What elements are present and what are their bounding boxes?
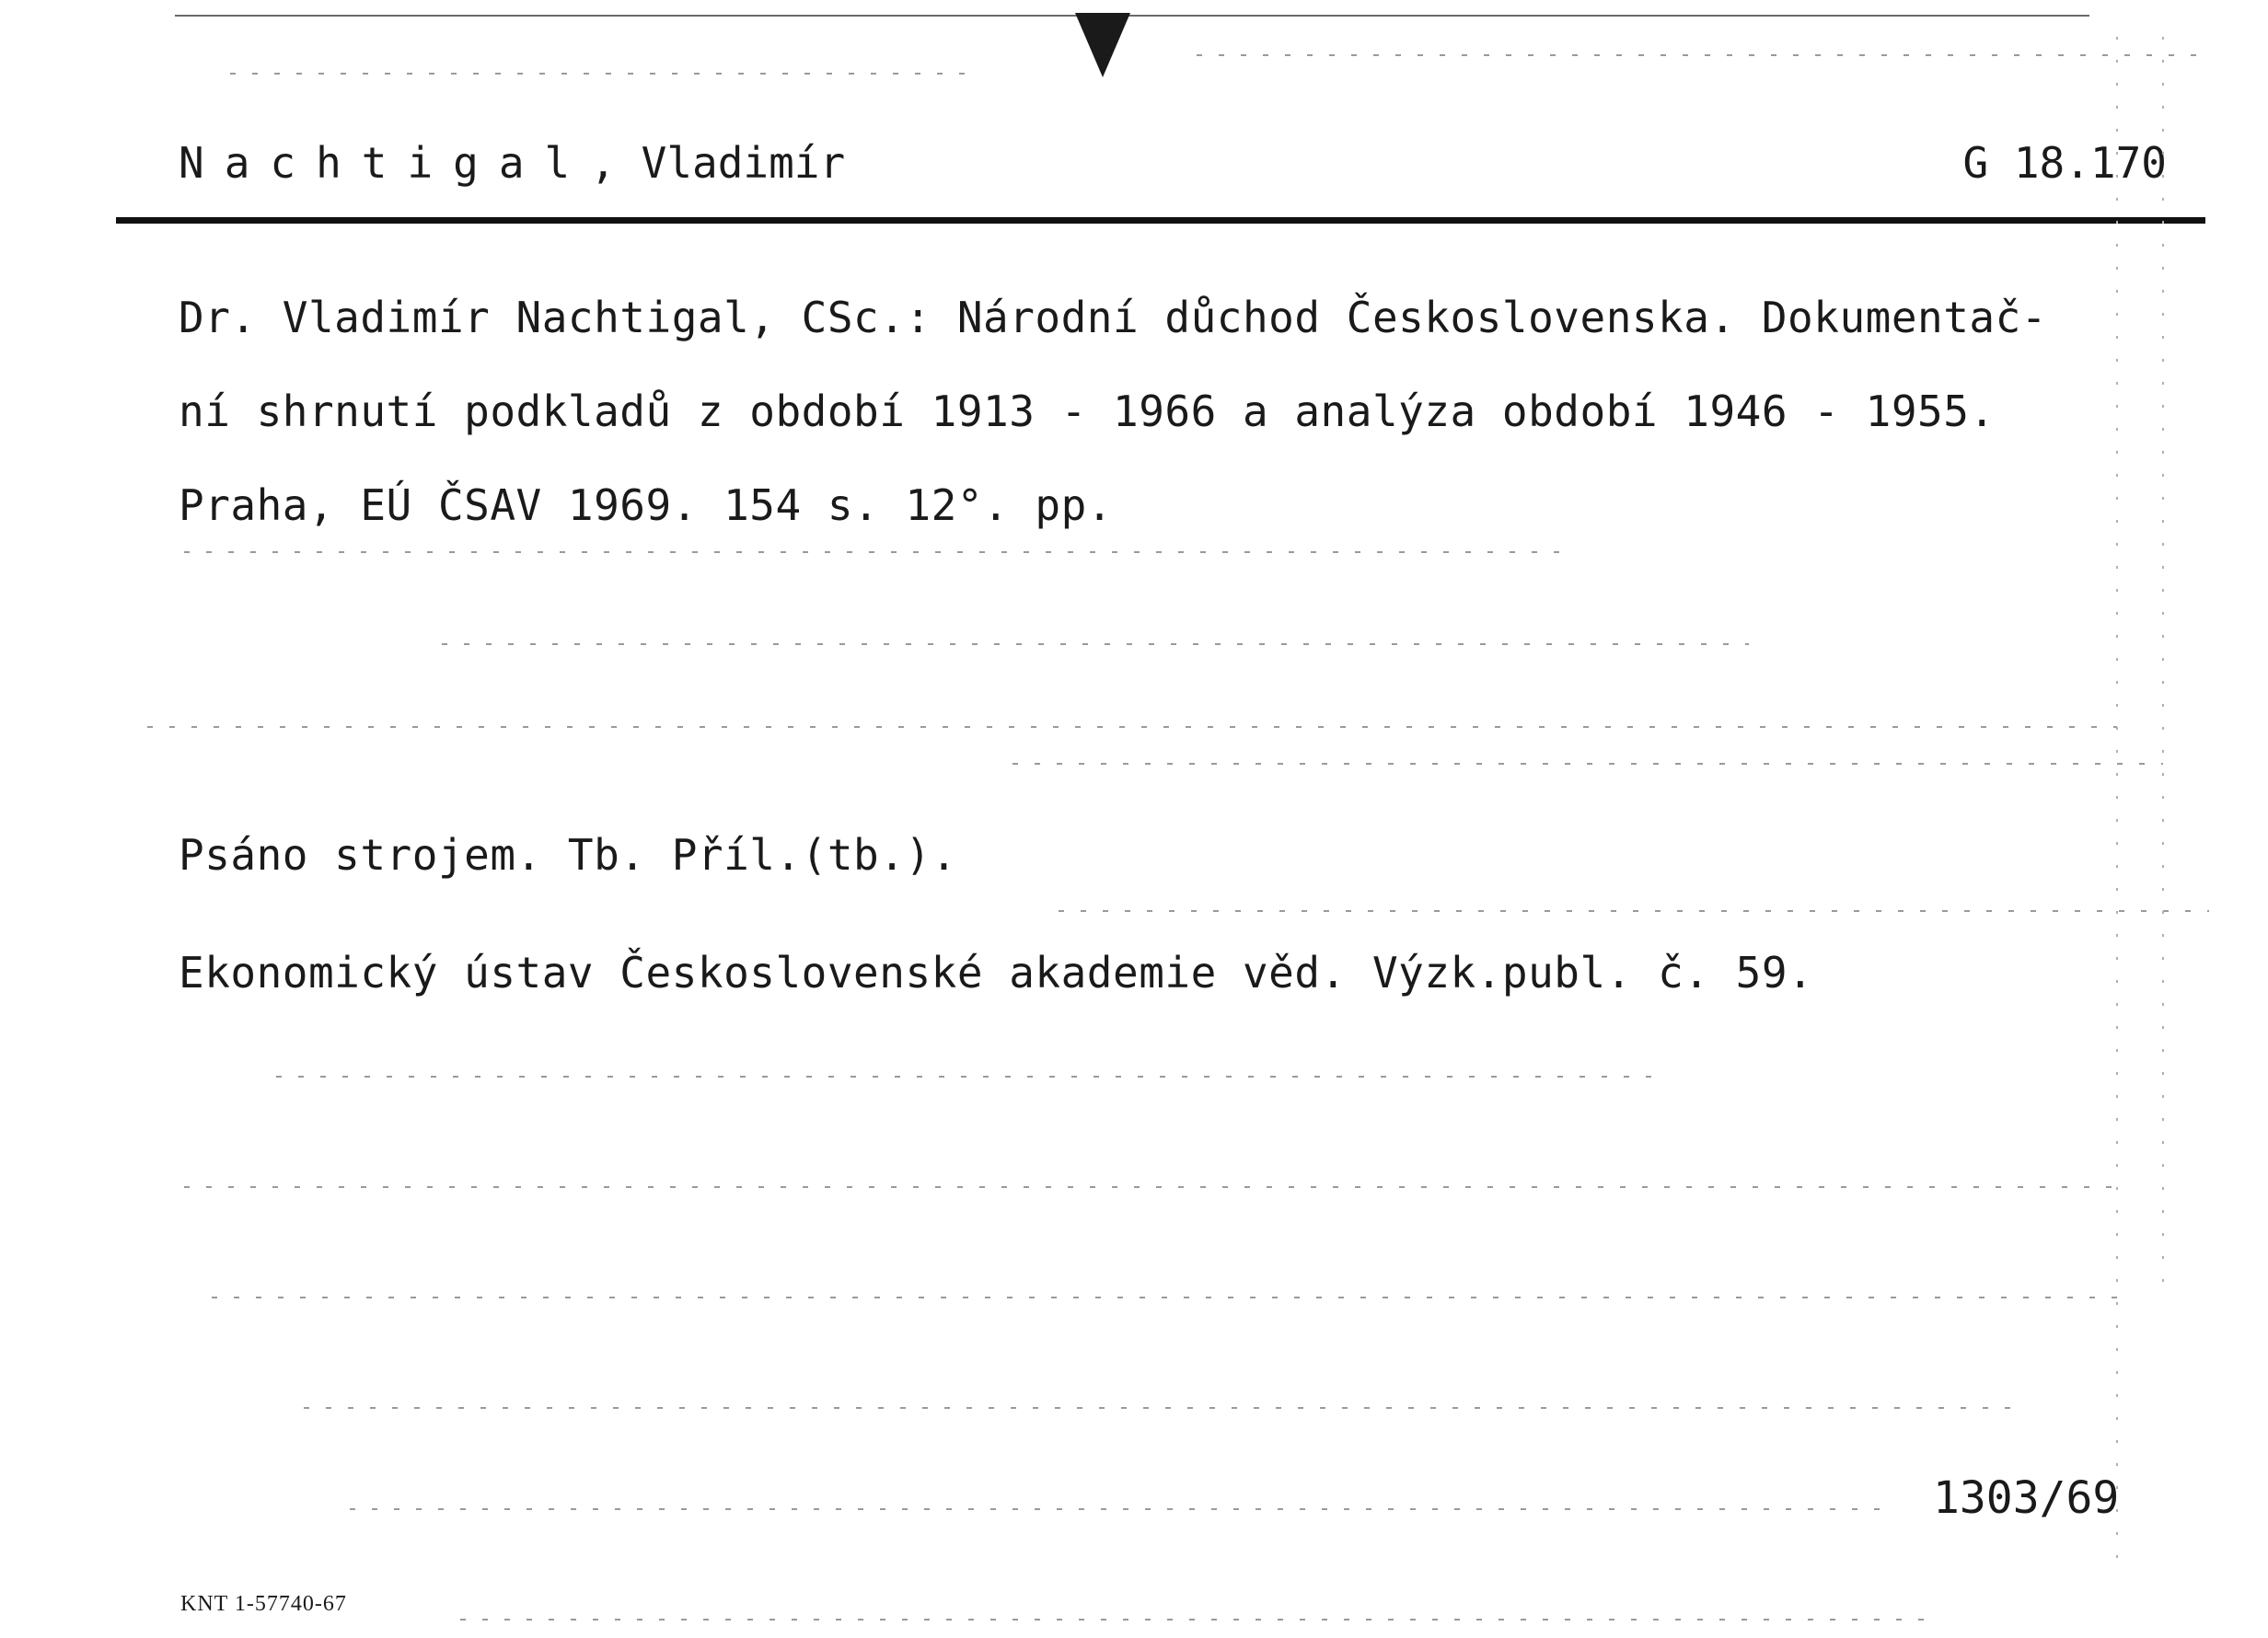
punch-notch-mark <box>1075 13 1130 77</box>
author-surname: Nachtigal <box>179 138 591 188</box>
imprint-line: Praha, EÚ ČSAV 1969. 154 s. 12°. pp. <box>179 480 1113 530</box>
author-heading <box>179 138 845 188</box>
series-line: Ekonomický ústav Československé akademie věd. Výzk.publ. č. 59. <box>179 948 1814 998</box>
form-code: KNT 1-57740-67 <box>180 1592 347 1616</box>
description-line-1: Dr. Vladimír Nachtigal, CSc.: Národní důchod Československa. Dokumentač- <box>179 293 2047 342</box>
card-heading <box>179 138 2167 212</box>
heading-divider <box>116 217 2205 224</box>
call-number: G 18.170 <box>1962 138 2167 188</box>
author-given-name: , Vladimír <box>590 138 846 188</box>
top-border-line <box>175 15 2089 17</box>
accession-number: 1303/69 <box>1933 1472 2120 1524</box>
note-line: Psáno strojem. Tb. Příl.(tb.). <box>179 830 957 880</box>
description-line-2: ní shrnutí podkladů z období 1913 - 1966 a analýza období 1946 - 1955. <box>179 386 1996 436</box>
